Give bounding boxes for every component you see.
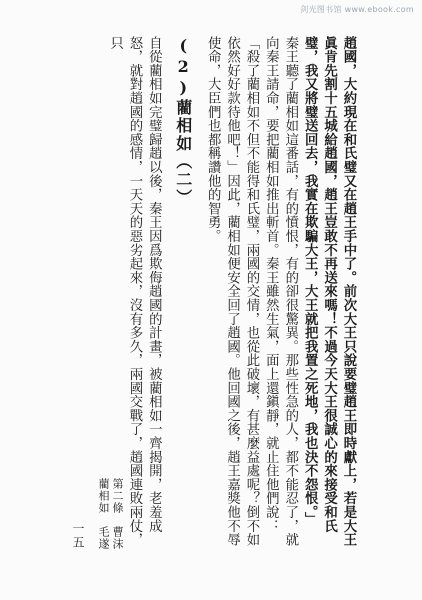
paragraph-1: 趙國，大約現在和氏璧又在趙王手中了。前次大王只說要璧趙王即時獻上，若是大王眞肯先割十五城給趙國，趙王豈敢不再送來嗎！不過今天大王很誠心的來接受和氏璧，我又將璧送回去，我實在欺騙大王，大王就把我置之死地，我也決不怨恨。」 [302,36,357,547]
section-heading: (2)藺相如（二） [173,36,193,207]
watermark: 剑光图书馆 www.ebook.com [300,5,414,14]
chapter-footer: 第二條 曹沫 藺相如 毛遂 [97,478,124,562]
paragraph-3: 自從藺相如完璧歸趙以後，秦王因爲欺侮趙國的計畫，被藺相如一齊揭開，老羞成怒，就對趙國的感情，一天天的惡劣起來，沒有多久，兩國交戰了，趙國連敗兩仗，只 [107,36,162,547]
page-number: 一五 [71,522,85,550]
paragraph-2: 秦王聽了藺相如這番話，有的憤恨，有的卻很驚異。那些性急的人，都不能忍了，就向秦王請命，要把藺相如推出斬首。秦王雖然生氣，面上還鎭靜，就止住他們說：「殺了藺相如不但不能得和氏璧，兩國的交情，也從此破壞，有甚麼益處呢？倒不如依然好好款待他吧！」因此，藺相如便安全回了趙國。他回國之後，趙王嘉獎他不辱使命，大臣們也都稱讚他的智勇。 [205,36,298,547]
